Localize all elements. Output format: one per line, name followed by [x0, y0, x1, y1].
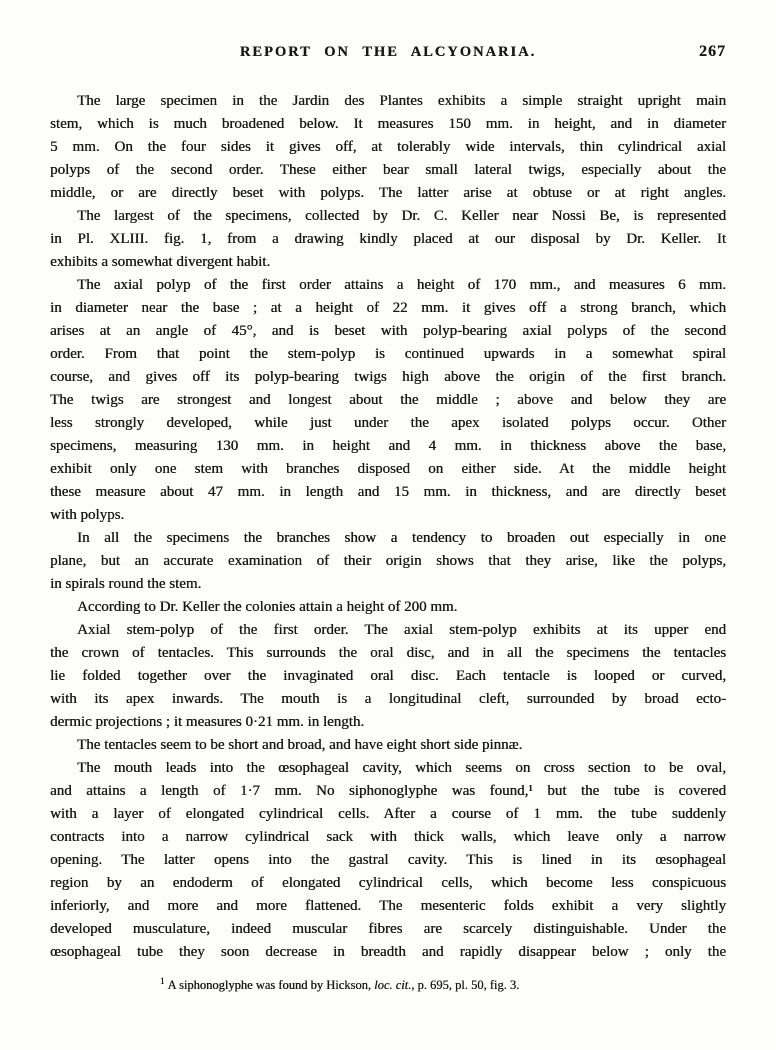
- text-line: stem, which is much broadened below. It measures 150 mm. in height, and in diameter: [50, 116, 726, 132]
- text-line: The twigs are strongest and longest about the middle ; above and below they are: [50, 392, 726, 408]
- paragraph: [50, 274, 726, 527]
- text-line: dermic projections ; it measures 0·21 mm. in length.: [50, 714, 365, 730]
- footnote-marker: 1: [160, 976, 165, 986]
- text-line: the crown of tentacles. This surrounds the oral disc, and in all the specimens the tentacles: [50, 645, 726, 661]
- text-line: polyps of the second order. These either bear small lateral twigs, especially about the: [50, 162, 726, 178]
- text-line: in Pl. XLIII. fig. 1, from a drawing kindly placed at our disposal by Dr. Keller. It: [50, 231, 726, 247]
- text-line: œsophageal tube they soon decrease in breadth and rapidly disappear below ; only the: [50, 944, 726, 960]
- paragraph: [50, 619, 726, 734]
- paragraph: [50, 90, 726, 205]
- text-line: Axial stem-polyp of the first order. The axial stem-polyp exhibits at its upper end: [77, 622, 726, 638]
- text-line: with a layer of elongated cylindrical cells. After a course of 1 mm. the tube suddenly: [50, 806, 726, 822]
- text-line: According to Dr. Keller the colonies attain a height of 200 mm.: [77, 599, 458, 615]
- paragraph: [50, 527, 726, 596]
- text-line: middle, or are directly beset with polyps. The latter arise at obtuse or at right angles.: [50, 185, 726, 201]
- footnote-text-before: A siphonoglyphe was found by Hickson,: [167, 978, 375, 993]
- text-line: exhibits a somewhat divergent habit.: [50, 254, 271, 270]
- footnote: [50, 973, 726, 993]
- text-line: exhibit only one stem with branches disposed on either side. At the middle height: [50, 461, 726, 477]
- text-line: in spirals round the stem.: [50, 576, 202, 592]
- text-line: developed musculature, indeed muscular fibres are scarcely distinguishable. Under the: [50, 921, 726, 937]
- page-number: 267: [699, 43, 726, 60]
- text-line: In all the specimens the branches show a tendency to broaden out especially in one: [77, 530, 726, 546]
- text-line: and attains a length of 1·7 mm. No siphonoglyphe was found,¹ but the tube is covered: [50, 783, 726, 799]
- text-line: The axial polyp of the first order attains a height of 170 mm., and measures 6 mm.: [77, 277, 726, 293]
- text-line: order. From that point the stem-polyp is continued upwards in a somewhat spiral: [50, 346, 726, 362]
- text-line: arises at an angle of 45°, and is beset with polyp-bearing axial polyps of the second: [50, 323, 726, 339]
- text-line: The tentacles seem to be short and broad, and have eight short side pinnæ.: [77, 737, 523, 753]
- text-line: The mouth leads into the œsophageal cavity, which seems on cross section to be oval,: [77, 760, 726, 776]
- footnote-citation-italic: loc. cit.: [374, 978, 412, 993]
- text-line: region by an endoderm of elongated cylindrical cells, which become less conspicuous: [50, 875, 726, 891]
- text-line: in diameter near the base ; at a height of 22 mm. it gives off a strong branch, which: [50, 300, 726, 316]
- text-line: 5 mm. On the four sides it gives off, at tolerably wide intervals, thin cylindrical axial: [50, 139, 726, 155]
- text-line: with polyps.: [50, 507, 125, 523]
- page-title: REPORT ON THE ALCYONARIA.: [239, 44, 537, 60]
- paragraph: [50, 734, 726, 757]
- text-line: lie folded together over the invaginated oral disc. Each tentacle is looped or curved,: [50, 668, 726, 684]
- text-line: these measure about 47 mm. in length and 15 mm. in thickness, and are directly beset: [50, 484, 726, 500]
- footnote-text-after: , p. 695, pl. 50, fig. 3.: [411, 978, 520, 993]
- text-line: course, and gives off its polyp-bearing twigs high above the origin of the first branch.: [50, 369, 726, 385]
- paragraph: [50, 757, 726, 964]
- text-line: The large specimen in the Jardin des Plantes exhibits a simple straight upright main: [77, 93, 726, 109]
- text-line: specimens, measuring 130 mm. in height and 4 mm. in thickness above the base,: [50, 438, 726, 454]
- paragraph: [50, 596, 726, 619]
- text-line: opening. The latter opens into the gastral cavity. This is lined in its œsophageal: [50, 852, 726, 868]
- text-line: contracts into a narrow cylindrical sack with thick walls, which leave only a narrow: [50, 829, 726, 845]
- paragraph: [50, 205, 726, 274]
- text-line: plane, but an accurate examination of their origin shows that they arise, like the polyps,: [50, 553, 726, 569]
- text-line: inferiorly, and more and more flattened. The mesenteric folds exhibit a very slightly: [50, 898, 726, 914]
- text-line: with its apex inwards. The mouth is a longitudinal cleft, surrounded by broad ecto-: [50, 691, 726, 707]
- running-header: [50, 44, 726, 66]
- text-line: less strongly developed, while just under the apex isolated polyps occur. Other: [50, 415, 726, 431]
- text-body: [50, 90, 726, 964]
- text-line: The largest of the specimens, collected by Dr. C. Keller near Nossi Be, is represented: [77, 208, 726, 224]
